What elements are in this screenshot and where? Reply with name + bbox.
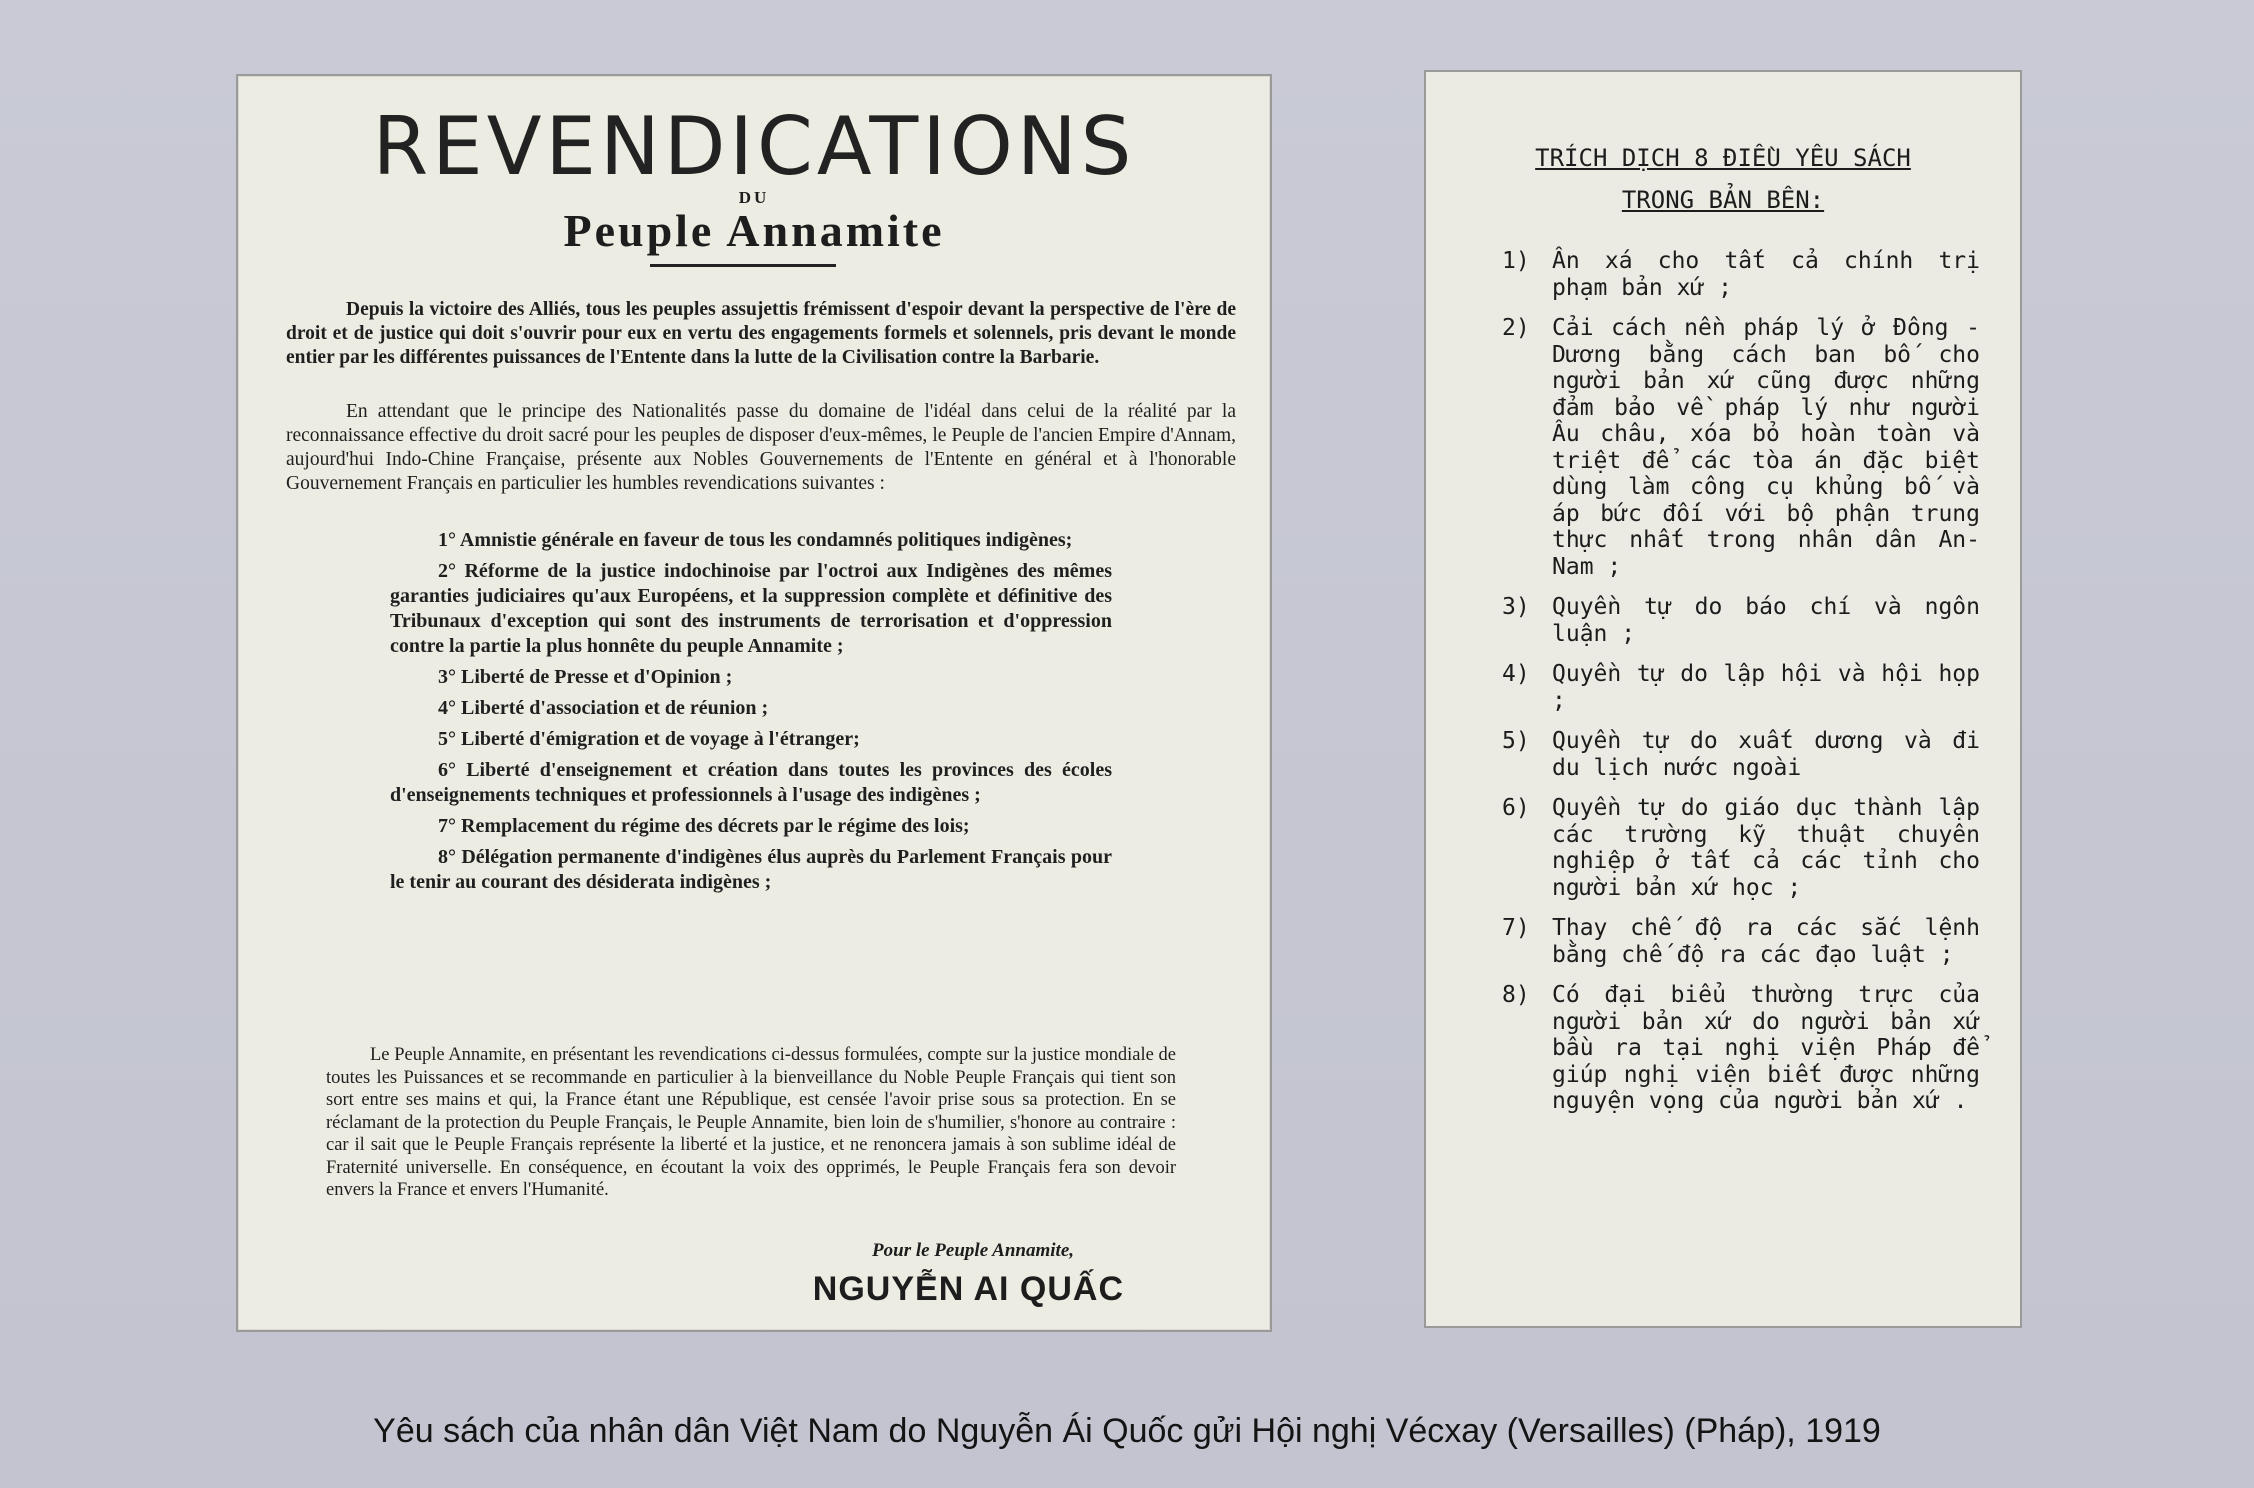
vietnamese-translation-panel [1424, 70, 2022, 1328]
demand-item: 1° Amnistie générale en faveur de tous les condamnés politiques indigènes; [438, 529, 1073, 551]
demand-item: 8° Délégation permanente d'indigènes élus auprès du Parlement Français pour le tenir au courant des désiderata indigènes ; [390, 846, 1112, 893]
intro-paragraph-1: Depuis la victoire des Alliés, tous les peuples assujettis frémissent d'espoir devant la perspective de l'ère de droit et de justice qui doit s'ouvrir pour eux en vertu des engagements formels et solennels, pris devant le monde entier par les différentes puissances de l'Entente dans la lutte de la Civilisation contre la Barbarie. [286, 299, 1236, 368]
list-item: 5) Quyền tự do xuất dương và đi du lịch nước ngoài [1502, 728, 1980, 781]
closing-paragraph: Le Peuple Annamite, en présentant les revendications ci-dessus formulées, compte sur la justice mondiale de toutes les Puissances et se recommande en particulier à la bienveillance du Noble Peuple Français qui tient son sort entre ses mains et qui, la France étant une République, est censée l'avoir prise sous sa protection. En se réclamant de la protection du Peuple Français, le Peuple Annamite, bien loin de s'humilier, s'honore au contraire : car il sait que le Peuple Français représente la liberté et la justice, et ne renoncera jamais à son sublime idéal de Fraternité universelle. En conséquence, en écoutant la voix des opprimés, le Peuple Français fera son devoir envers la France et envers l'Humanité. [326, 1045, 1176, 1200]
demands-list [390, 528, 1112, 901]
list-item: 1) Ân xá cho tất cả chính trị phạm bản xứ ; [1502, 248, 1980, 301]
list-item: 3) Quyền tự do báo chí và ngôn luận ; [1502, 594, 1980, 647]
list-item: 6) Quyền tự do giáo dục thành lập các trường kỹ thuật chuyên nghiệp ở tất cả các tỉnh cho người bản xứ học ; [1502, 795, 1980, 901]
signature-name: NGUYỄN AI QUẤC [812, 1270, 1124, 1308]
demand-item: 7° Remplacement du régime des décrets par le régime des lois; [438, 815, 970, 837]
exhibit-caption: Yêu sách của nhân dân Việt Nam do Nguyễn Ái Quốc gửi Hội nghị Vécxay (Versailles) (Pháp), 1919 [373, 1412, 1881, 1450]
french-document-panel [236, 74, 1272, 1332]
list-item: 2) Cải cách nền pháp lý ở Đông - Dương bằng cách ban bố cho người bản xứ cũng được những đảm bảo về pháp lý như người Âu châu, xóa bỏ hoàn toàn và triệt để các tòa án đặc biệt dùng làm công cụ khủng bố và áp bức đối với bộ phận trung thực nhất trong nhân dân An-Nam ; [1502, 315, 1980, 580]
document-title-du: DU [738, 188, 770, 207]
list-item: 7) Thay chế độ ra các sắc lệnh bằng chế độ ra các đạo luật ; [1502, 915, 1980, 968]
demand-item: 4° Liberté d'association et de réunion ; [438, 697, 769, 719]
signature-line: Pour le Peuple Annamite, [872, 1240, 1074, 1261]
demand-item: 6° Liberté d'enseignement et création dans toutes les provinces des écoles d'enseignements techniques et professionnels à l'usage des indigènes ; [390, 759, 1112, 806]
demand-item: 2° Réforme de la justice indochinoise par l'octroi aux Indigènes des mêmes garanties judiciaires qu'aux Européens, et la suppression complète et définitive des Tribunaux d'exception qui sont des instruments de terrorisation et d'oppression contre la partie la plus honnête du peuple Annamite ; [390, 560, 1112, 657]
list-item: 4) Quyền tự do lập hội và hội họp ; [1502, 661, 1980, 714]
intro-paragraph-2: En attendant que le principe des Nationalités passe du domaine de l'idéal dans celui de la réalité par la reconnaissance effective du droit sacré pour les peuples de disposer d'eux-mêmes, le Peuple de l'ancien Empire d'Annam, aujourd'hui Indo-Chine Française, présente aux Nobles Gouvernements de l'Entente en général et à l'honorable Gouvernement Français en particulier les humbles revendications suivantes : [286, 401, 1236, 494]
list-item: 8) Có đại biểu thường trực của người bản xứ do người bản xứ bầu ra tại nghị viện Pháp để giúp nghị viện biết được những nguyện vọng của người bản xứ . [1502, 982, 1980, 1114]
translation-list [1502, 248, 1980, 1129]
title-divider [650, 264, 836, 267]
translation-subtitle: TRONG BẢN BÊN: [1621, 186, 1825, 214]
document-subtitle: Peuple Annamite [563, 205, 945, 256]
demand-item: 5° Liberté d'émigration et de voyage à l'étranger; [438, 728, 860, 750]
translation-title: TRÍCH DỊCH 8 ĐIỀU YÊU SÁCH [1535, 144, 1911, 172]
demand-item: 3° Liberté de Presse et d'Opinion ; [438, 666, 733, 688]
document-title: REVENDICATIONS [372, 100, 1136, 193]
